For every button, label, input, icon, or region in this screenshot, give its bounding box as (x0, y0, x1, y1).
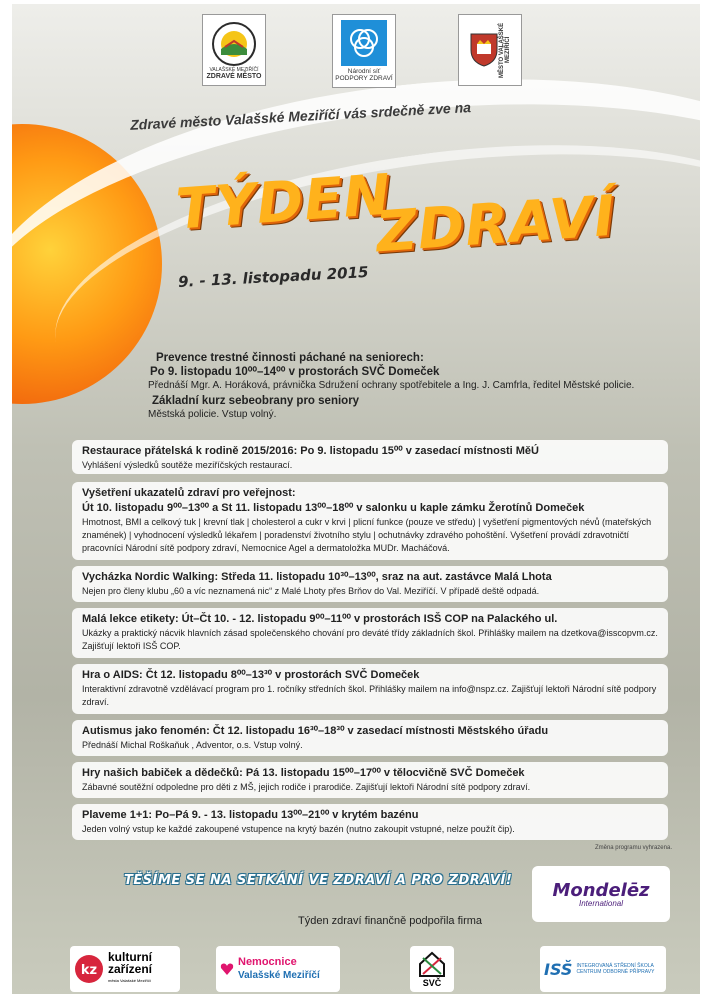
mondelez-name: Mondelēz (552, 880, 650, 901)
nemocnice-label-2: Valašské Meziříčí (238, 970, 320, 981)
nemocnice-label-1: Nemocnice (238, 956, 297, 968)
kulturni-zarizeni-logo (70, 946, 180, 992)
iss-logo (540, 946, 666, 992)
event-heading: Vycházka Nordic Walking: Středa 11. listopadu 10³⁰–13⁰⁰, sraz na aut. zastávce Malá Lhota (82, 571, 552, 583)
event-detail: Hmotnost, BMI a celkový tuk | krevní tlak | cholesterol a cukr v krvi | plicní funkce (pouze ve středu) | vyšetření pigmentových névů (mateřských znamének) | vyhodnocení výsledků lékařem | poradenství životního stylu | ochutnávky zdravého pohoštění. Vyšetření provádí zdravotničtí pracovníci Národní sítě podpory zdraví, Nemocnice Agel a dermatoložka MUDr. Macháčová. (82, 517, 652, 553)
nszp-label: Národní síť PODPORY ZDRAVÍ (335, 68, 393, 82)
heart-icon (220, 962, 234, 976)
event-box-autismus (72, 720, 668, 756)
zdrave-mesto-logo (202, 14, 266, 86)
svc-house-icon (417, 950, 447, 978)
event-heading: Malá lekce etikety: Út–Čt 10. - 12. listopadu 9⁰⁰–11⁰⁰ v prostorách ISŠ COP na Palackého ul. (82, 613, 558, 625)
coat-of-arms-icon (469, 32, 499, 68)
title-zdravi: ZDRAVÍ (374, 183, 618, 266)
mesto-vm-label: MĚSTO VALAŠSKÉ MEZIŘÍČÍ (499, 22, 511, 78)
zdrave-mesto-emblem-icon (211, 21, 257, 67)
svg-text:kz: kz (80, 963, 98, 978)
event-box-etiketa (72, 608, 668, 658)
event-detail: Ukázky a praktický nácvik hlavních zásad společenského chování pro deváté třídy základních škol. Přihlášky mailem na dzetkova@isscopvm.cz. Zajišťují lektoři ISŠ COP. (82, 628, 658, 651)
nszp-logo (332, 14, 396, 88)
event-heading: Autismus jako fenomén: Čt 12. listopadu 16³⁰–18³⁰ v zasedací místnosti Městského úřadu (82, 725, 549, 737)
event-detail: Zábavné soutěžní odpoledne pro děti z MŠ, jejich rodiče i prarodiče. Zajišťují lektoři Národní sítě podpory zdraví. (82, 782, 531, 792)
iss-label: ISŠ (544, 959, 573, 979)
prevention-course-detail: Městská policie. Vstup volný. (148, 409, 277, 420)
event-box-hry (72, 762, 668, 798)
svc-logo (410, 946, 454, 992)
svc-label: SVČ (422, 978, 442, 988)
kulturni-label-3: města Valašské Meziříčí (108, 978, 152, 983)
event-detail: Nejen pro členy klubu „60 a víc neznamená nic“ z Malé Lhoty přes Brňov do Val. Meziříčí. V případě deště odpadá. (82, 586, 540, 596)
kulturni-label-1: kulturní (108, 950, 152, 964)
event-box-restaurace (72, 440, 668, 474)
mondelez-logo (532, 866, 670, 922)
prevention-detail: Přednáší Mgr. A. Horáková, právnička Sdružení ochrany spotřebitele a Ing. J. Camfrla, ředitel Městské policie. (148, 380, 635, 391)
event-detail: Interaktivní zdravotně vzdělávací program pro 1. ročníky středních škol. Přihlášky mailem na info@nspz.cz. Zajišťují lektoři Národní sítě podpory zdraví. (82, 684, 657, 707)
event-box-nordic-walking (72, 566, 668, 602)
event-detail: Vyhlášení výsledků soutěže meziříčských restaurací. (82, 460, 293, 470)
intro-text: Zdravé město Valašské Meziříčí vás srdečně zve na (129, 99, 472, 133)
event-heading: Hra o AIDS: Čt 12. listopadu 8⁰⁰–13³⁰ v prostorách SVČ Domeček (82, 669, 420, 681)
iss-text: INTEGROVANÁ STŘEDNÍ ŠKOLA CENTRUM ODBORNÉ PŘÍPRAVY (576, 963, 655, 975)
sponsor-text: Týden zdraví finančně podpořila firma (298, 915, 483, 927)
title-tyden: TÝDEN (173, 162, 394, 243)
program-change-note: Změna programu vyhrazena. (594, 845, 672, 851)
nemocnice-logo (216, 946, 340, 992)
slogan: TĚŠÍME SE NA SETKÁNÍ VE ZDRAVÍ A PRO ZDRAVÍ! (124, 873, 513, 888)
kulturni-label-2: zařízení (108, 962, 153, 976)
event-box-plaveme (72, 804, 668, 840)
mesto-vm-logo (458, 14, 522, 86)
event-heading: Plaveme 1+1: Po–Pá 9. - 13. listopadu 13⁰⁰–21⁰⁰ v krytém bazénu (82, 809, 419, 821)
zdrave-mesto-label: ZDRAVÉ MĚSTO (206, 72, 262, 80)
event-box-vysetreni (72, 482, 668, 560)
event-heading: Vyšetření ukazatelů zdraví pro veřejnost: (82, 487, 296, 499)
event-detail: Přednáší Michal Roškaňuk , Adventor, o.s. Vstup volný. (82, 740, 303, 750)
event-heading: Restaurace přátelská k rodině 2015/2016: Po 9. listopadu 15⁰⁰ v zasedací místnosti MěÚ (82, 445, 539, 457)
nszp-rings-icon (346, 25, 382, 61)
prevention-when: Po 9. listopadu 10⁰⁰–14⁰⁰ v prostorách SVČ Domeček (150, 366, 440, 378)
event-dates: 9. - 13. listopadu 2015 (177, 263, 369, 291)
event-box-aids (72, 664, 668, 714)
event-heading-2: Út 10. listopadu 9⁰⁰–13⁰⁰ a St 11. listopadu 13⁰⁰–18⁰⁰ v salonku u kaple zámku Žerotínů Domeček (82, 502, 585, 514)
zdrave-mesto-ring-text: VALAŠSKÉ MEZIŘÍČÍ (209, 66, 259, 73)
event-detail: Jeden volný vstup ke každé zakoupené vstupence na krytý bazén (nutno zakoupit vstupné, nelze použít čip). (82, 824, 515, 834)
event-heading: Hry našich babiček a dědečků: Pá 13. listopadu 15⁰⁰–17⁰⁰ v tělocvičně SVČ Domeček (82, 767, 525, 779)
mondelez-sub: International (578, 899, 624, 908)
prevention-section (120, 352, 680, 420)
kulturni-zarizeni-icon (74, 954, 104, 984)
prevention-course: Základní kurz sebeobrany pro seniory (152, 395, 360, 407)
prevention-heading: Prevence trestné činnosti páchané na seniorech: (156, 352, 424, 364)
